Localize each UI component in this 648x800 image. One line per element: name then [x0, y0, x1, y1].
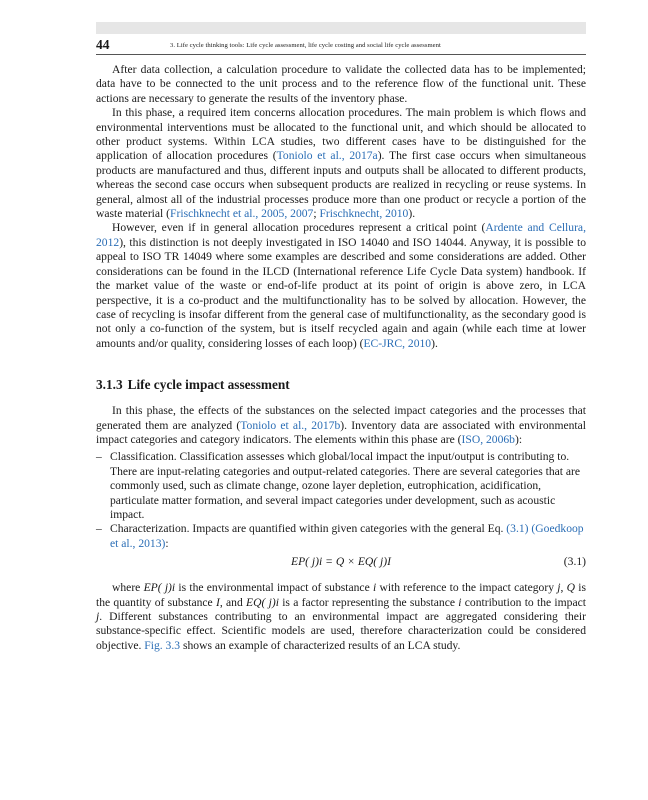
- equation-body: EP( j)i = Q × EQ( j)I: [291, 555, 391, 569]
- dash-bullet: –: [96, 450, 102, 464]
- paragraph-inventory-calculation: After data collection, a calculation procedure to validate the collected data has to be implemented; data have to be connected to the unit process and to the reference flow of the functional unit. These actions are necessary to generate the results of the inventory phase.: [96, 63, 586, 105]
- section-title: Life cycle impact assessment: [127, 377, 290, 393]
- paragraph-lcia-intro: In this phase, the effects of the substances on the selected impact categories and the processes that generated them are analyzed (Toniolo et al., 2017b). Inventory data are associated with environmental impact categories and category indicators. The elements within this phase are (ISO, 2006b):: [96, 404, 586, 446]
- paragraph-allocation-critical: However, even if in general allocation procedures represent a critical point (Ardente and Cellura, 2012), this distinction is not deeply investigated in ISO 14040 and ISO 14044. Anyway, it is possible to appeal to ISO TR 14049 where some examples are described and some considerations are added. Other considerations can be found in the ILCD (International reference Life Cycle Data system) handbook. If the market value of the waste or end-of-life product at its point of origin is above zero, in LCA perspective, it is a co-product and the multifunctionality has to be solved by allocation. However, the case of recycling is insofar different from the general case of multifunctionality, as the secondary good is not only a co-function of the system, but is itself recycled again and again (while each time at lower amounts and/or quality, considering losses of each loop) (EC-JRC, 2010).: [96, 221, 586, 350]
- citation-link[interactable]: EC-JRC, 2010: [363, 336, 432, 350]
- page-number: 44: [96, 37, 110, 52]
- bullet-list: [96, 450, 586, 551]
- list-item-characterization: – Characterization. Impacts are quantified within given categories with the general Eq. (3.1) (Goedkoop et al., 2013):: [96, 522, 584, 550]
- figure-link[interactable]: Fig. 3.3: [144, 638, 181, 652]
- section-number: 3.1.3: [96, 377, 123, 393]
- equation-link[interactable]: (3.1): [506, 522, 529, 536]
- paragraph-allocation: In this phase, a required item concerns allocation procedures. The main problem is which flows and environmental interventions must be allocated to the functional unit, and which should be allocated to other product systems. Within LCA studies, two different cases have to be distinguished for the application of allocation procedures (Toniolo et al., 2017a). The first case occurs when simultaneous products are manufactured and thus, different inputs and outputs shall be allocated to different products, whereas the second case occurs when subsequent products are realized in recycling or reuse systems. In general, almost all of the industrial processes produce more than one product or recycle a portion of the waste material (Frischknecht et al., 2005, 2007; Frischknecht, 2010).: [96, 106, 586, 221]
- page-body: [96, 63, 586, 653]
- list-item-classification: – Classification. Classification assesses which global/local impact the input/output is contributing to. There are input-relating categories and output-related categories. There are several categories that are commonly used, such as climate change, ozone layer depletion, eutrophication, acidification, particulate matter formation, and several impact categories under development, such as acoustic impact.: [96, 450, 581, 521]
- citation-link[interactable]: (Goedkoop et al., 2013): [110, 522, 584, 550]
- citation-link[interactable]: ISO, 2006b: [461, 432, 515, 446]
- paragraph-equation-explanation: where EP( j)i is the environmental impact of substance i with reference to the impact category j, Q is the quantity of substance I, and EQ( j)i is a factor representing the substance i contribution to the impact j. Different substances contributing to an environmental impact are aggregated considering their substance-specific effect. Scientific models are used, therefore characterization could be considered objective. Fig. 3.3 shows an example of characterized results of an LCA study.: [96, 581, 586, 652]
- equation-3-1: [96, 551, 586, 577]
- header-rule: [96, 54, 586, 55]
- equation-number: (3.1): [563, 555, 586, 569]
- citation-link[interactable]: Frischknecht et al., 2005, 2007: [170, 207, 314, 221]
- citation-link[interactable]: Toniolo et al., 2017b: [240, 418, 341, 432]
- header-bar: [96, 22, 586, 34]
- citation-link[interactable]: Toniolo et al., 2017a: [276, 149, 378, 163]
- running-head: 3. Life cycle thinking tools: Life cycle assessment, life cycle costing and social life cycle assessment: [170, 42, 441, 49]
- citation-link[interactable]: Frischknecht, 2010: [319, 207, 409, 221]
- dash-bullet: –: [96, 522, 102, 536]
- citation-link[interactable]: Ardente and Cellura, 2012: [96, 221, 586, 249]
- section-heading: [96, 377, 586, 393]
